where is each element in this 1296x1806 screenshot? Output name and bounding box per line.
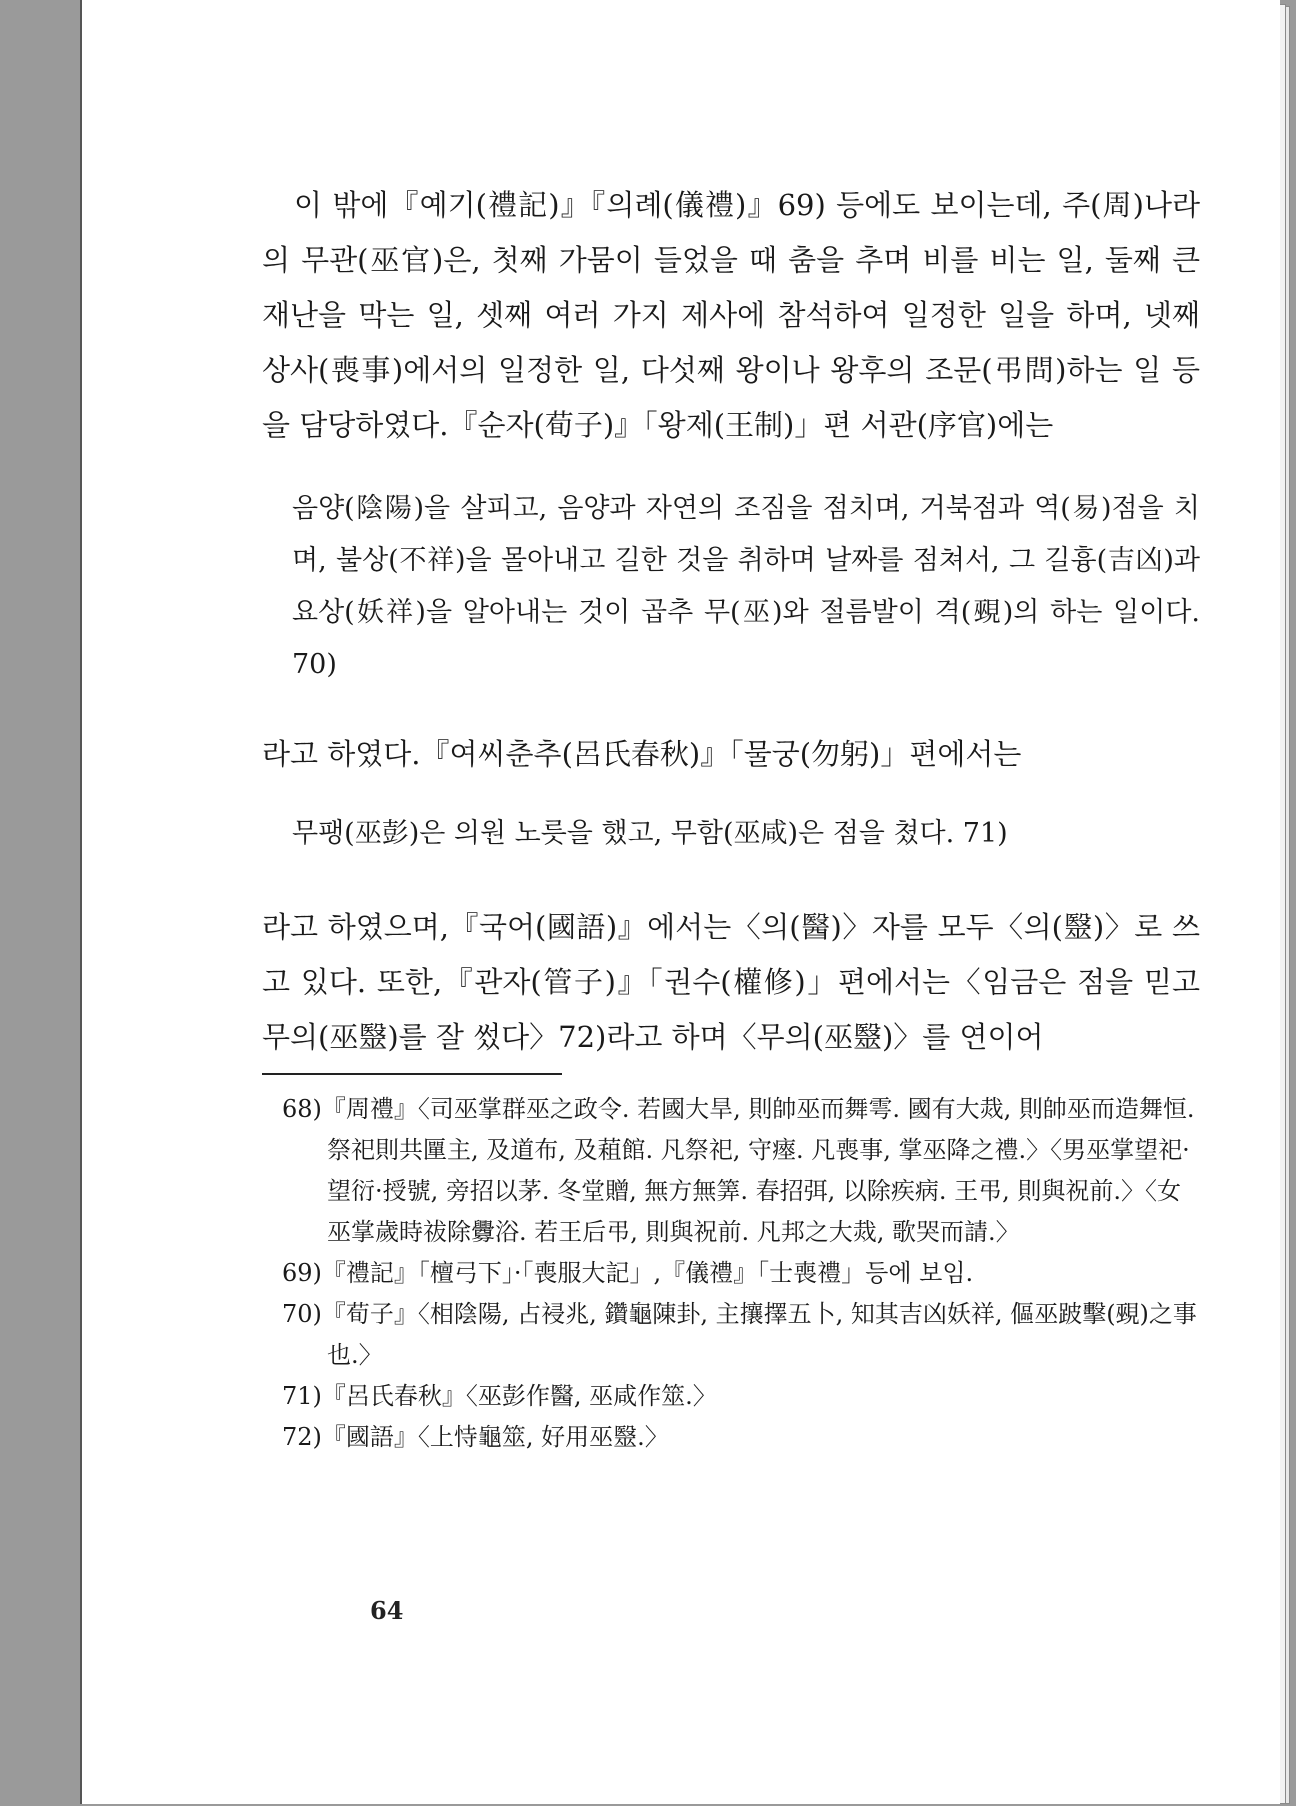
footnotes <box>262 1089 1200 1458</box>
book-page <box>80 0 1280 1804</box>
paragraph-1: 이 밖에『예기(禮記)』『의례(儀禮)』69) 등에도 보이는데, 주(周)나라의 무관(巫官)은, 첫째 가뭄이 들었을 때 춤을 추며 비를 비는 일, 둘째 큰 재난을 막는 일, 셋째 여러 가지 제사에 참석하여 일정한 일을 하며, 넷째 상사(喪事)에서의 일정한 일, 다섯째 왕이나 왕후의 조문(弔問)하는 일 등을 담당하였다.『순자(荀子)』「왕제(王制)」편 서관(序官)에는 <box>262 188 1200 442</box>
footnote-divider <box>262 1073 562 1075</box>
footnote-70: 70)『荀子』〈相陰陽, 占祲兆, 鑽龜陳卦, 主攘擇五卜, 知其吉凶妖祥, 傴巫跛擊(覡)之事也.〉 <box>282 1300 1197 1369</box>
footnote-68: 68)『周禮』〈司巫掌群巫之政令. 若國大旱, 則帥巫而舞雩. 國有大烖, 則帥巫而造舞恒. 祭祀則共匰主, 及道布, 及蒩館. 凡祭祀, 守瘞. 凡喪事, 掌巫降之禮.〉〈男巫掌望祀·望衍·授號, 旁招以茅. 冬堂贈, 無方無筭. 春招弭, 以除疾病. 王弔, 則與祝前.〉〈女巫掌歲時祓除釁浴. 若王后弔, 則與祝前. 凡邦之大烖, 歌哭而請.〉 <box>282 1095 1195 1246</box>
footnote-69: 69)『禮記』「檀弓下」·「喪服大記」,『儀禮』「士喪禮」등에 보임. <box>282 1259 974 1287</box>
footnote-72: 72)『國語』〈上恃龜筮, 好用巫毉.〉 <box>282 1423 669 1451</box>
main-text <box>262 178 1200 1458</box>
page-number: 64 <box>370 1596 404 1625</box>
block-quote-2: 무팽(巫彭)은 의원 노릇을 했고, 무함(巫咸)은 점을 쳤다. 71) <box>292 818 1008 849</box>
paragraph-3: 라고 하였으며,『국어(國語)』에서는〈의(醫)〉자를 모두〈의(毉)〉로 쓰고 있다. 또한,『관자(管子)』「권수(權修)」편에서는〈임금은 점을 믿고 무의(巫毉)를 잘 썼다〉72)라고 하며〈무의(巫毉)〉를 연이어 <box>262 910 1200 1054</box>
block-quote-1: 음양(陰陽)을 살피고, 음양과 자연의 조짐을 점치며, 거북점과 역(易)점을 치며, 불상(不祥)을 몰아내고 길한 것을 취하며 날짜를 점쳐서, 그 길흉(吉凶)과 요상(妖祥)을 알아내는 것이 곱추 무(巫)와 절름발이 격(覡)의 하는 일이다. 70) <box>292 493 1200 680</box>
paragraph-2: 라고 하였다.『여씨춘추(呂氏春秋)』「물궁(勿躬)」편에서는 <box>262 737 1022 771</box>
footnote-71: 71)『呂氏春秋』〈巫彭作醫, 巫咸作筮.〉 <box>282 1382 717 1410</box>
